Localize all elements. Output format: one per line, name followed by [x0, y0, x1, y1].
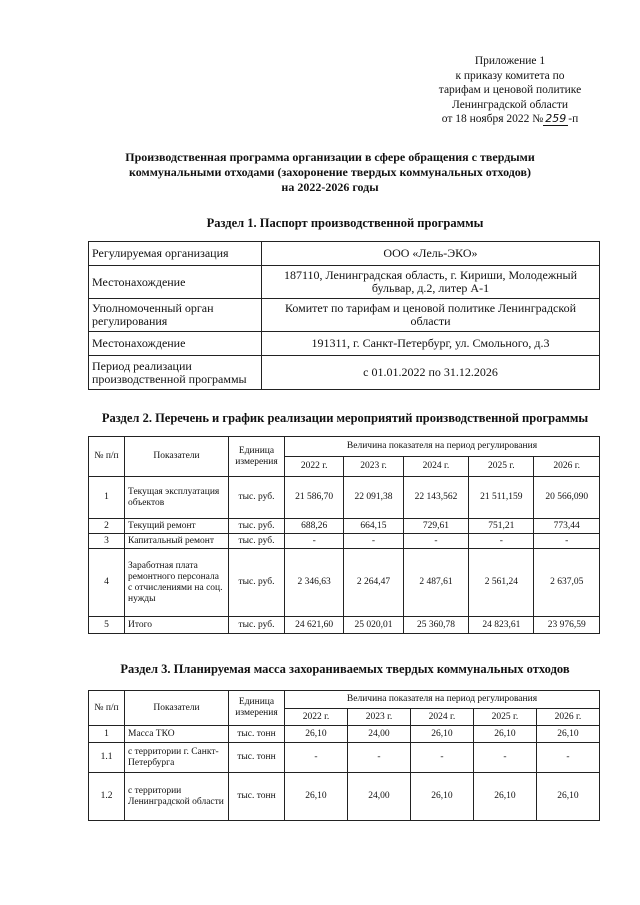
passport-key: Регулируемая организация: [89, 242, 262, 266]
row-value: 22 143,562: [403, 477, 469, 519]
row-value: 2 637,05: [534, 549, 600, 617]
passport-value: ООО «Лель-ЭКО»: [262, 242, 600, 266]
row-indicator: Масса ТКО: [125, 726, 229, 743]
table-header-row: [89, 691, 600, 709]
title-line-1: Производственная программа организации в сфере обращения с твердыми: [125, 150, 535, 164]
row-value: 21 586,70: [285, 477, 344, 519]
row-num: 2: [89, 519, 125, 534]
table-row: [89, 549, 600, 617]
row-unit: тыс. руб.: [229, 534, 285, 549]
table-row: [89, 242, 600, 266]
row-value: 20 566,090: [534, 477, 600, 519]
passport-value: с 01.01.2022 по 31.12.2026: [262, 356, 600, 390]
header-year: 2023 г.: [344, 457, 403, 477]
table-row: [89, 477, 600, 519]
row-value: 26,10: [285, 773, 348, 821]
header-year: 2026 г.: [534, 457, 600, 477]
row-num: 1: [89, 477, 125, 519]
row-value: 751,21: [469, 519, 534, 534]
row-indicator: Текущая эксплуатация объектов: [125, 477, 229, 519]
header-year: 2022 г.: [285, 709, 348, 726]
row-indicator: Текущий ремонт: [125, 519, 229, 534]
header-indicator: Показатели: [125, 437, 229, 477]
row-value: 26,10: [536, 773, 599, 821]
passport-key: Местонахождение: [89, 266, 262, 299]
title-line-3: на 2022-2026 годы: [281, 180, 379, 194]
row-value: 2 264,47: [344, 549, 403, 617]
row-num: 4: [89, 549, 125, 617]
row-indicator: Заработная плата ремонтного персонала с отчислениями на соц. нужды: [125, 549, 229, 617]
passport-table: [88, 241, 600, 390]
passport-value: 187110, Ленинградская область, г. Кириши, Молодежный бульвар, д.2, литер А-1: [262, 266, 600, 299]
row-num: 3: [89, 534, 125, 549]
table-row: [89, 743, 600, 773]
row-value: 2 487,61: [403, 549, 469, 617]
row-indicator: с территории Ленинградской области: [125, 773, 229, 821]
row-unit: тыс. руб.: [229, 549, 285, 617]
row-value: 688,26: [285, 519, 344, 534]
table-row: [89, 299, 600, 332]
row-unit: тыс. руб.: [229, 477, 285, 519]
table-row: [89, 773, 600, 821]
table-row: [89, 726, 600, 743]
annex-suffix: -п: [568, 113, 579, 125]
header-year: 2024 г.: [403, 457, 469, 477]
row-indicator: Капитальный ремонт: [125, 534, 229, 549]
row-value: -: [285, 743, 348, 773]
row-value: 21 511,159: [469, 477, 534, 519]
header-indicator: Показатели: [125, 691, 229, 726]
passport-key: Период реализации производственной программы: [89, 356, 262, 390]
row-value: 773,44: [534, 519, 600, 534]
header-year: 2025 г.: [469, 457, 534, 477]
row-value: 25 360,78: [403, 617, 469, 634]
table-row: [89, 534, 600, 549]
header-num: № п/п: [89, 691, 125, 726]
passport-value: 191311, г. Санкт-Петербург, ул. Смольного, д.3: [262, 332, 600, 356]
row-value: 24 823,61: [469, 617, 534, 634]
table-row: [89, 519, 600, 534]
header-period: Величина показателя на период регулирования: [285, 691, 600, 709]
row-value: -: [344, 534, 403, 549]
table-row: [89, 356, 600, 390]
row-indicator: Итого: [125, 617, 229, 634]
table-row: [89, 617, 600, 634]
header-period: Величина показателя на период регулирования: [285, 437, 600, 457]
row-value: 2 346,63: [285, 549, 344, 617]
row-value: 25 020,01: [344, 617, 403, 634]
table-row: [89, 266, 600, 299]
header-num: № п/п: [89, 437, 125, 477]
row-value: 26,10: [285, 726, 348, 743]
waste-mass-table: [88, 690, 600, 821]
row-value: 24 621,60: [285, 617, 344, 634]
title-line-2: коммунальными отходами (захоронение твердых коммунальных отходов): [129, 165, 531, 179]
order-number: 259: [545, 112, 567, 125]
section2-heading: Раздел 2. Перечень и график реализации мероприятий производственной программы: [101, 411, 589, 425]
passport-key: Местонахождение: [89, 332, 262, 356]
row-value: 26,10: [410, 726, 473, 743]
row-unit: тыс. тонн: [229, 773, 285, 821]
annex-line-5: [410, 112, 610, 127]
header-year: 2023 г.: [347, 709, 410, 726]
row-value: 26,10: [473, 726, 536, 743]
row-value: -: [534, 534, 600, 549]
row-value: -: [410, 743, 473, 773]
document-title: [80, 150, 580, 195]
row-value: 729,61: [403, 519, 469, 534]
header-unit: Единица измерения: [229, 437, 285, 477]
annex-line-1: Приложение 1: [474, 55, 546, 67]
row-unit: тыс. тонн: [229, 726, 285, 743]
row-num: 1.2: [89, 773, 125, 821]
row-num: 1: [89, 726, 125, 743]
row-value: 664,15: [344, 519, 403, 534]
row-value: -: [469, 534, 534, 549]
section3-heading: Раздел 3. Планируемая масса захораниваемых твердых коммунальных отходов: [120, 662, 570, 676]
annex-line-4: Ленинградской области: [451, 98, 569, 111]
row-value: -: [403, 534, 469, 549]
activities-table: [88, 436, 600, 634]
header-year: 2022 г.: [285, 457, 344, 477]
row-indicator: с территории г. Санкт-Петербурга: [125, 743, 229, 773]
annex-line-3: тарифам и ценовой политике: [438, 84, 582, 96]
annex-block: [410, 54, 610, 127]
row-unit: тыс. руб.: [229, 617, 285, 634]
row-value: 24,00: [347, 773, 410, 821]
row-value: 24,00: [347, 726, 410, 743]
row-value: 22 091,38: [344, 477, 403, 519]
row-value: 23 976,59: [534, 617, 600, 634]
annex-date: от 18 ноября 2022 №: [441, 113, 544, 125]
row-num: 1.1: [89, 743, 125, 773]
table-header-row: [89, 437, 600, 457]
annex-line-2: к приказу комитета по: [455, 69, 565, 82]
row-value: -: [347, 743, 410, 773]
row-value: -: [285, 534, 344, 549]
header-year: 2025 г.: [473, 709, 536, 726]
row-value: 26,10: [473, 773, 536, 821]
row-value: -: [473, 743, 536, 773]
row-value: 26,10: [536, 726, 599, 743]
passport-key: Уполномоченный орган регулирования: [89, 299, 262, 332]
header-year: 2024 г.: [410, 709, 473, 726]
section1-heading: Раздел 1. Паспорт производственной программы: [206, 216, 484, 230]
passport-value: Комитет по тарифам и ценовой политике Ленинградской области: [262, 299, 600, 332]
row-unit: тыс. руб.: [229, 519, 285, 534]
row-num: 5: [89, 617, 125, 634]
row-value: 26,10: [410, 773, 473, 821]
row-unit: тыс. тонн: [229, 743, 285, 773]
row-value: 2 561,24: [469, 549, 534, 617]
header-unit: Единица измерения: [229, 691, 285, 726]
table-row: [89, 332, 600, 356]
row-value: -: [536, 743, 599, 773]
header-year: 2026 г.: [536, 709, 599, 726]
